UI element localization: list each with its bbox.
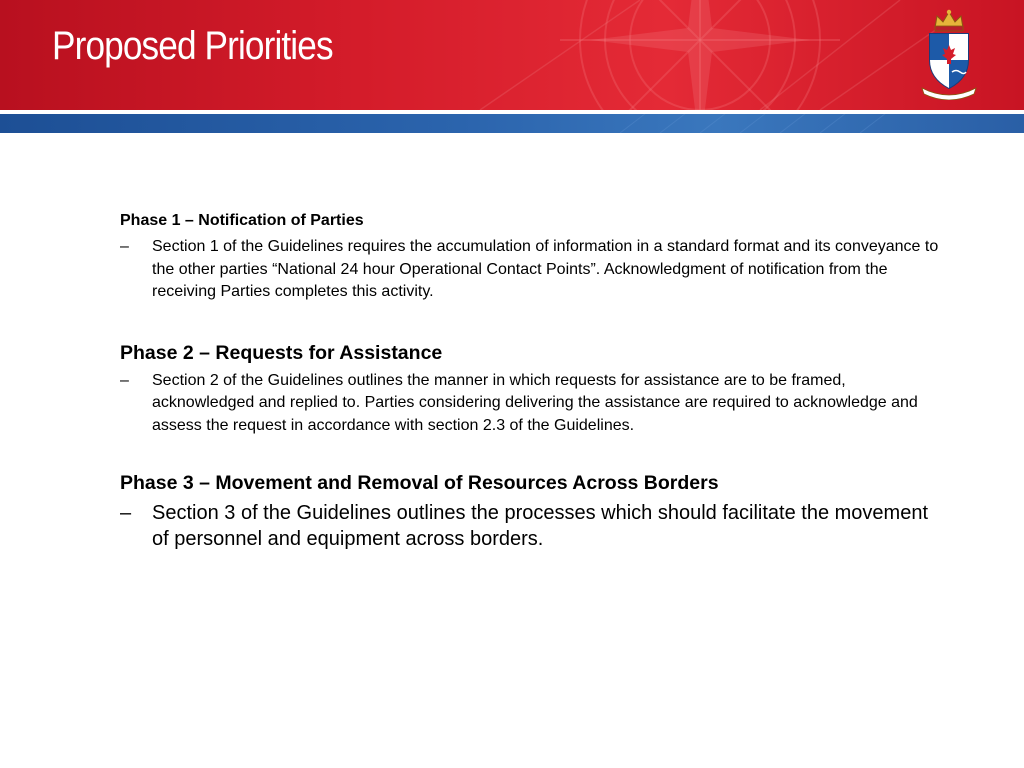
bullet-dash: – [120,371,129,389]
phase-2-bullet-text: Section 2 of the Guidelines outlines the manner in which requests for assistance are to be framed, acknowledged and replied to. Parties considering delivering the assistance are required to acknowledge and assess the request in accordance with section 2.3 of the Guidelines. [152,371,918,434]
phase-2-heading: Phase 2 – Requests for Assistance [120,341,443,364]
phase-1-bullet-text: Section 1 of the Guidelines requires the accumulation of information in a standard format and its conveyance to the other parties “National 24 hour Operational Contact Points”. Acknowledgment of notification from the receiving Parties completes this activity. [152,238,939,300]
bullet-dash: – [120,238,129,255]
phase-1-section [120,210,950,304]
slide-body [120,210,950,552]
phase-3-heading: Phase 3 – Movement and Removal of Resources Across Borders [120,472,719,494]
phase-2-bullet [120,370,950,438]
phase-3-bullet-text: Section 3 of the Guidelines outlines the processes which should facilitate the movement of personnel and equipment across borders. [152,502,928,550]
header-banner [0,0,1024,110]
page-title: Proposed Priorities [52,24,333,68]
header-divider [0,110,1024,114]
phase-1-bullet [120,236,950,304]
phase-1-heading: Phase 1 – Notification of Parties [120,212,364,229]
bullet-dash: – [120,502,132,524]
coat-of-arms-crest-icon [918,8,980,100]
phase-2-section [120,340,950,438]
phase-3-section [120,470,950,552]
phase-3-bullet [120,500,950,552]
